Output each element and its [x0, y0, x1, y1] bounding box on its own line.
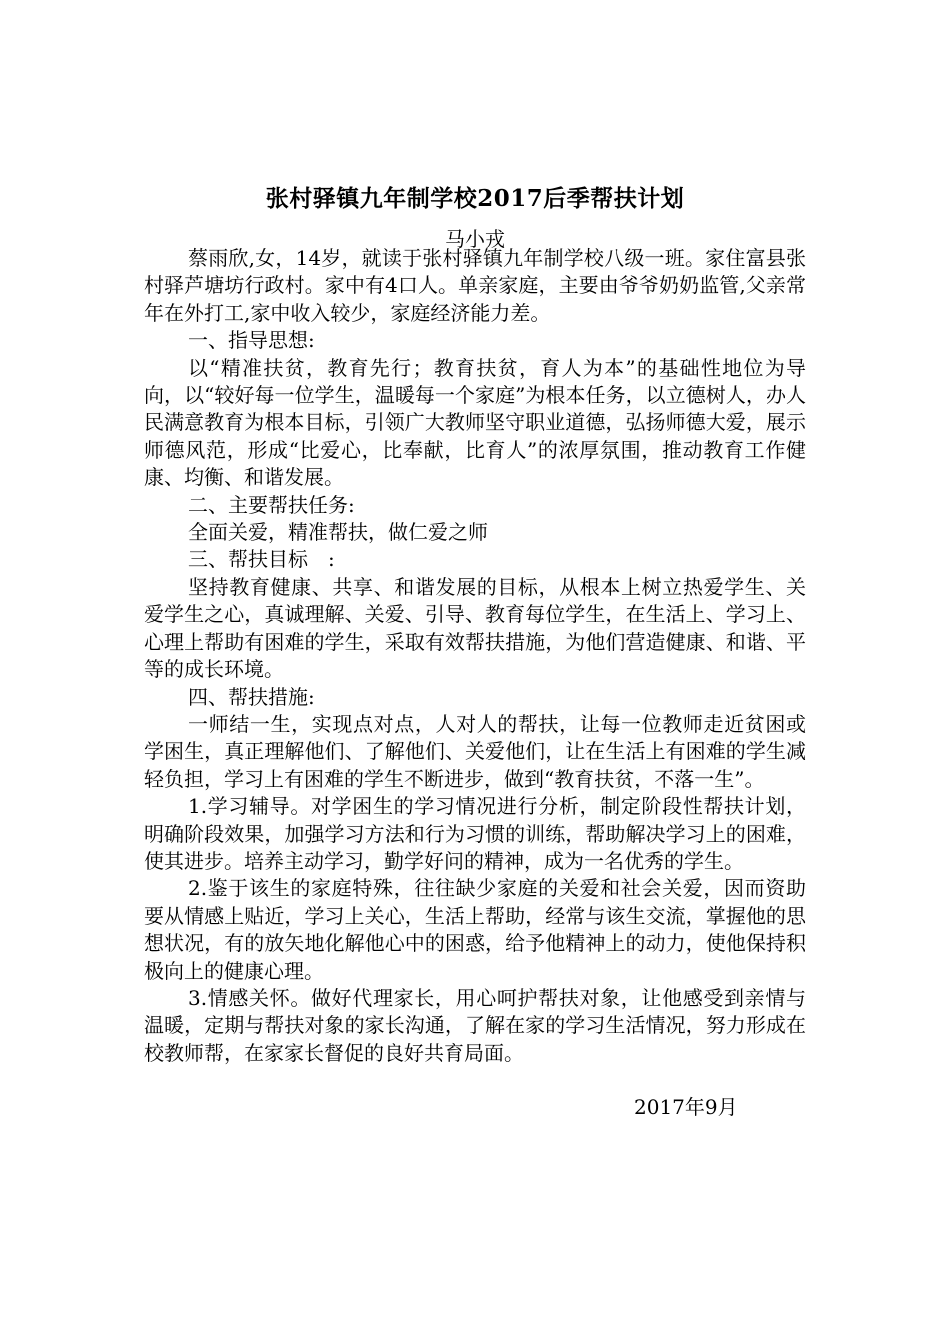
measure-item-2: 2.鉴于该生的家庭特殊，往往缺少家庭的关爱和社会关爱，因而资助要从情感上贴近，学习上关心，生活上帮助，经常与该生交流，掌握他的思想状况，有的放矢地化解他心中的困惑，给予他精神上的动力，使他保持积极向上的健康心理。 [144, 876, 806, 983]
document-date: 2017年9月 [634, 1095, 738, 1119]
document-author: 马小戎 [445, 227, 505, 251]
document-title: 张村驿镇九年制学校2017后季帮扶计划 [265, 185, 685, 212]
guiding-ideology-paragraph: 以“精准扶贫，教育先行；教育扶贫，育人为本”的基础性地位为导向，以“较好每一位学生，温暖每一个家庭”为根本任务，以立德树人，办人民满意教育为根本目标，引领广大教师坚守职业道德，弘扬师德大爱，展示师德风范，形成“比爱心，比奉献，比育人”的浓厚氛围，推动教育工作健康、均衡、和谐发展。 [144, 355, 806, 490]
document-body [144, 245, 806, 1067]
section-heading-guiding-ideology: 一、指导思想: [188, 328, 315, 353]
section-heading-measures: 四、帮扶措施: [188, 684, 315, 709]
section-heading-main-tasks: 二、主要帮扶任务: [188, 492, 355, 517]
measures-paragraph: 一师结一生，实现点对点，人对人的帮扶，让每一位教师走近贫困或学困生，真正理解他们、了解他们、关爱他们，让在生活上有困难的学生减轻负担，学习上有困难的学生不断进步，做到“教育扶贫，不落一生”。 [144, 711, 806, 791]
section-heading-goals: 三、帮扶目标 : [188, 547, 335, 572]
measure-item-1: 1.学习辅导。对学困生的学习情况进行分析，制定阶段性帮扶计划，明确阶段效果，加强学习方法和行为习惯的训练，帮助解决学习上的困难，使其进步。培养主动学习，勤学好问的精神，成为一名优秀的学生。 [144, 794, 806, 873]
measure-item-3: 3.情感关怀。做好代理家长，用心呵护帮扶对象，让他感受到亲情与温暖，定期与帮扶对象的家长沟通，了解在家的学习生活情况，努力形成在校教师帮，在家家长督促的良好共育局面。 [144, 985, 806, 1065]
main-tasks-paragraph: 全面关爱，精准帮扶，做仁爱之师 [188, 520, 488, 545]
goals-paragraph: 坚持教育健康、共享、和谐发展的目标，从根本上树立热爱学生、关爱学生之心，真诚理解、关爱、引导、教育每位学生，在生活上、学习上、心理上帮助有困难的学生，采取有效帮扶措施，为他们营造健康、和谐、平等的成长环境。 [144, 574, 806, 682]
intro-paragraph: 蔡雨欣,女，14岁，就读于张村驿镇九年制学校八级一班。家住富县张村驿芦塘坊行政村。家中有4口人。单亲家庭，主要由爷爷奶奶监管,父亲常年在外打工,家中收入较少，家庭经济能力差。 [144, 246, 806, 325]
